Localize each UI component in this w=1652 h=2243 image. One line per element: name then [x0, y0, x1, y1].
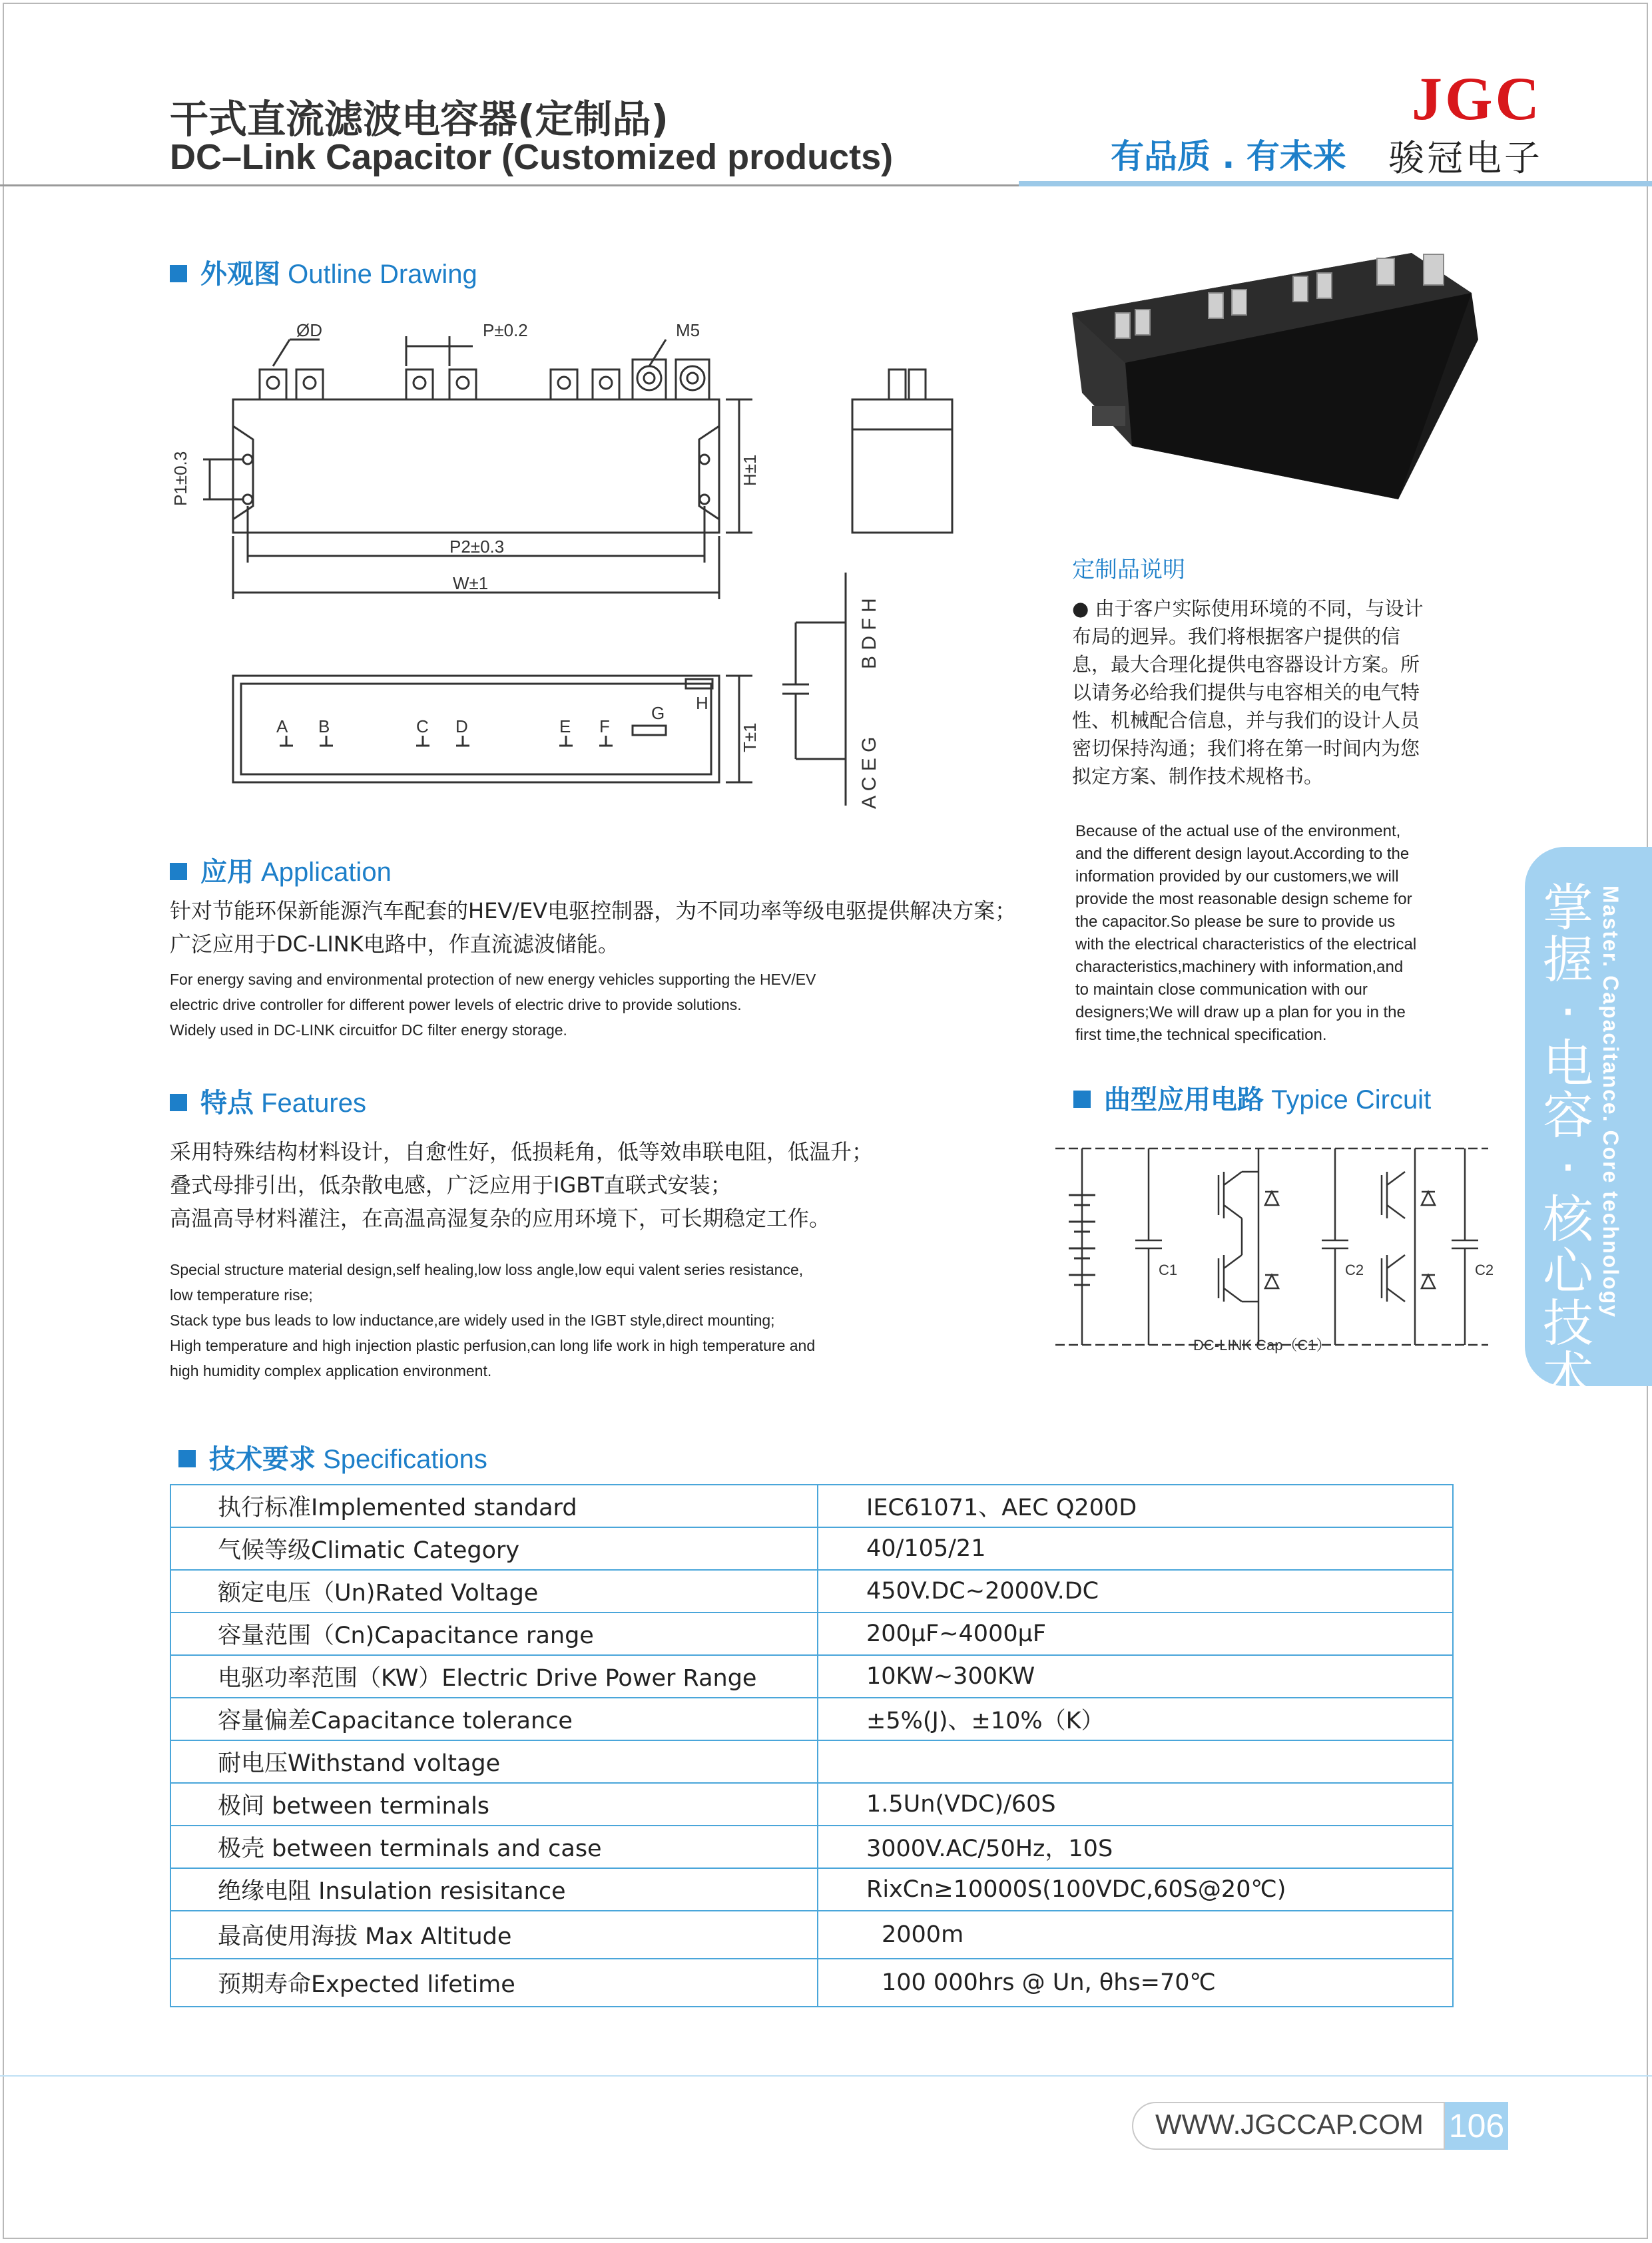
section-bullet-icon: [178, 1450, 196, 1467]
section-bullet-icon: [170, 1094, 187, 1111]
specifications-table: [170, 1484, 1454, 2007]
section-circuit-title: 曲型应用电路 Typice Circuit: [1073, 1079, 1431, 1117]
cap-c1-label: C1: [1159, 1262, 1178, 1278]
product-photo: [1065, 240, 1478, 519]
label-aceg: A C E G: [858, 736, 880, 809]
table-row: 绝缘电阻 Insulation resisitance RixCn≥10000S(100VDC,60S@20℃): [170, 1868, 1453, 1911]
side-tab-cn: 掌握·电容·核心技术: [1543, 878, 1593, 1405]
table-row: 最高使用海拔 Max Altitude 2000m: [170, 1911, 1453, 1959]
terminal-d-label: D: [455, 716, 468, 736]
header-rule-accent: [1019, 181, 1652, 186]
terminal-g-label: G: [651, 703, 665, 723]
capacitor-top-view: [233, 399, 719, 533]
section-features-title: 特点 Features: [170, 1082, 366, 1120]
label-pitch: P±0.2: [483, 320, 528, 340]
label-thickness: T±1: [740, 722, 760, 752]
label-height: H±1: [740, 454, 760, 486]
label-diameter: ØD: [296, 320, 322, 340]
page-title-en: DC–Link Capacitor (Customized products): [170, 137, 894, 177]
brand-slogan: 有品质 . 有未来: [1111, 137, 1346, 176]
footer-rule: [0, 2075, 1652, 2077]
terminal-e-label: E: [559, 716, 571, 736]
capacitor-bottom-view: [233, 676, 719, 782]
side-tab-en: Master. Capacitance. Core technology: [1599, 885, 1623, 1318]
page-title-cn: 干式直流滤波电容器(定制品): [170, 97, 669, 142]
terminal-b-label: B: [318, 716, 330, 736]
terminal-c-label: C: [416, 716, 429, 736]
table-row: 电驱功率范围（KW）Electric Drive Power Range 10KW~300KW: [170, 1655, 1453, 1698]
application-en-text: For energy saving and environmental protection of new energy vehicles supporting the HEV/EV electric drive controller for different power levels of electric drive to provide solutions. Widely used in DC-LINK circuitfor DC filter energy storage.: [170, 971, 816, 1039]
section-outline-title: 外观图 Outline Drawing: [170, 253, 477, 291]
page-number: 106: [1445, 2102, 1508, 2150]
application-cn-text: 针对节能环保新能源汽车配套的HEV/EV电驱控制器，为不同功率等级电驱提供解决方案； 广泛应用于DC-LINK电路中，作直流滤波储能。: [170, 898, 1017, 957]
table-row: 容量偏差Capacitance tolerance ±5%(J)、±10%（K）: [170, 1698, 1453, 1740]
custom-en-text: Because of the actual use of the environment, and the different design layout.According to the information provided by our customers,we will provide the most reasonable design scheme for the capacitor.So please be sure to provide us with the electrical characteristics of the electrical characteristics,machinery with information,and to maintain close communication with our designers;We will draw up a plan for you in the first time,the technical specification.: [1075, 822, 1417, 1044]
dc-link-cap-caption: DC-LINK Cap（C1）: [1193, 1337, 1331, 1354]
igbt-module-2: [1382, 1172, 1435, 1302]
cap-c2-label: C2: [1345, 1262, 1364, 1278]
features-en-text: Special structure material design,self healing,low loss angle,low equi valent series resistance, low temperature rise; Stack type bus leads to low inductance,are widely used in the IGBT style,direct mounting; High temperature and high injection plastic perfusion,can long life work in high temperature and high humidity complex application environment.: [170, 1261, 816, 1379]
section-bullet-icon: [1073, 1091, 1091, 1108]
typical-circuit-diagram: [1052, 1135, 1492, 1362]
label-bdfh: B D F H: [858, 598, 880, 669]
igbt-module-1: [1219, 1172, 1278, 1302]
label-width: W±1: [453, 573, 489, 593]
table-row: 气候等级Climatic Category 40/105/21: [170, 1527, 1453, 1570]
table-row: 执行标准Implemented standard IEC61071、AEC Q200D: [170, 1485, 1453, 1527]
terminal-f-label: F: [599, 716, 610, 736]
table-row: 耐电压Withstand voltage: [170, 1740, 1453, 1783]
table-row: 额定电压（Un)Rated Voltage 450V.DC~2000V.DC: [170, 1570, 1453, 1613]
custom-title: 定制品说明: [1072, 557, 1185, 583]
table-row: 极间 between terminals 1.5Un(VDC)/60S: [170, 1783, 1453, 1826]
terminal-h-label: H: [696, 693, 708, 713]
website-link[interactable]: WWW.JGCCAP.COM: [1155, 2109, 1424, 2140]
section-specs-title: 技术要求 Specifications: [178, 1438, 487, 1476]
label-p2: P2±0.3: [449, 537, 505, 557]
table-row: 容量范围（Cn)Capacitance range 200μF~4000μF: [170, 1613, 1453, 1655]
section-bullet-icon: [170, 265, 187, 282]
brand-logo: JGC: [1412, 65, 1542, 132]
label-m5: M5: [676, 320, 700, 340]
header-rule: [0, 184, 1019, 186]
custom-cn-text: ● 由于客户实际使用环境的不同，与设计 布局的迥异。我们将根据客户提供的信 息，最大合理化提供电容器设计方案。所 以请务必给我们提供与电容相关的电气特 性、机械配合信息，并与我们的设计人员 密切保持沟通；我们将在第一时间内为您 拟定方案、制作技术规格书。: [1072, 597, 1424, 788]
outline-drawing: [160, 306, 912, 826]
section-bullet-icon: [170, 863, 187, 880]
section-application-title: 应用 Application: [170, 851, 392, 889]
company-name: 骏冠电子: [1388, 137, 1543, 179]
features-cn-text: 采用特殊结构材料设计，自愈性好，低损耗角，低等效串联电阻，低温升； 叠式母排引出，低杂散电感，广泛应用于IGBT直联式安装； 高温高导材料灌注，在高温高湿复杂的应用环境下，可长期稳定工作。: [170, 1139, 874, 1231]
label-p1: P1±0.3: [170, 451, 190, 506]
table-row: 预期寿命Expected lifetime 100 000hrs @ Un, θhs=70℃: [170, 1959, 1453, 2007]
table-row: 极壳 between terminals and case 3000V.AC/50Hz，10S: [170, 1826, 1453, 1868]
terminal-a-label: A: [276, 716, 288, 736]
cap-c2-label-right: C2: [1475, 1262, 1494, 1278]
